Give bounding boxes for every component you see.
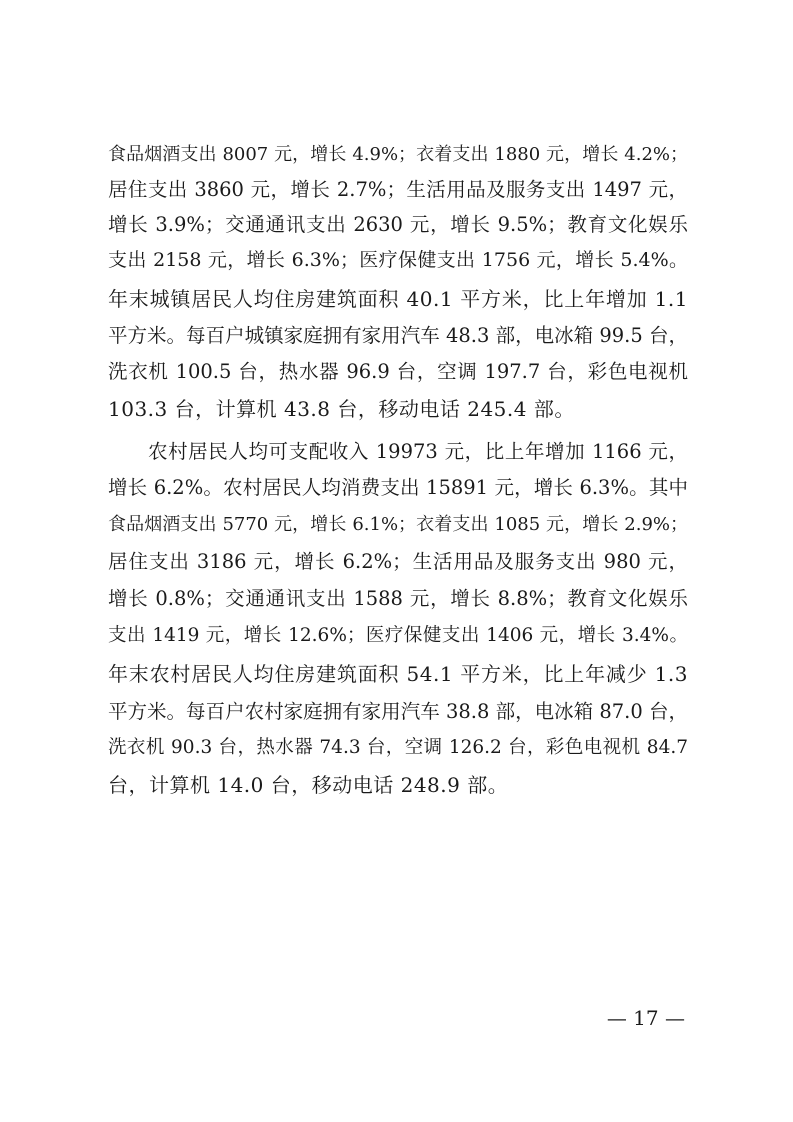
text-line: 农村居民人均可支配收入 19973 元，比上年增加 1166 元， [148,440,688,463]
text-line: 台，计算机 14.0 台，移动电话 248.9 部。 [108,773,509,797]
text-line: 居住支出 3860 元，增长 2.7%；生活用品及服务支出 1497 元， [108,178,688,201]
text-line: 居住支出 3186 元，增长 6.2%；生活用品及服务支出 980 元， [108,550,688,573]
text-line: 平方米。每百户农村家庭拥有家用汽车 38.8 部，电冰箱 87.0 台， [108,700,688,723]
page-number: — 17 — [606,1006,685,1030]
text-line: 增长 3.9%；交通通讯支出 2630 元，增长 9.5%；教育文化娱乐 [108,213,688,236]
text-line: 103.3 台，计算机 43.8 台，移动电话 245.4 部。 [108,397,575,421]
text-line: 洗衣机 100.5 台，热水器 96.9 台，空调 197.7 台，彩色电视机 [108,360,688,383]
text-line: 食品烟酒支出 8007 元，增长 4.9%；衣着支出 1880 元，增长 4.2%； [108,144,688,165]
text-line: 增长 6.2%。农村居民人均消费支出 15891 元，增长 6.3%。其中 [108,476,688,499]
text-line: 支出 1419 元，增长 12.6%；医疗保健支出 1406 元，增长 3.4%。 [108,625,688,646]
text-line: 增长 0.8%；交通通讯支出 1588 元，增长 8.8%；教育文化娱乐 [108,587,688,610]
text-line: 年末农村居民人均住房建筑面积 54.1 平方米，比上年减少 1.3 [108,662,688,686]
text-line: 支出 2158 元，增长 6.3%；医疗保健支出 1756 元，增长 5.4%。 [108,249,688,271]
text-line: 洗衣机 90.3 台，热水器 74.3 台，空调 126.2 台，彩色电视机 84.7 [108,737,688,758]
text-line: 食品烟酒支出 5770 元，增长 6.1%；衣着支出 1085 元，增长 2.9%； [108,514,688,535]
text-line: 平方米。每百户城镇家庭拥有家用汽车 48.3 部，电冰箱 99.5 台， [108,324,688,347]
text-line: 年末城镇居民人均住房建筑面积 40.1 平方米，比上年增加 1.1 [108,287,688,311]
